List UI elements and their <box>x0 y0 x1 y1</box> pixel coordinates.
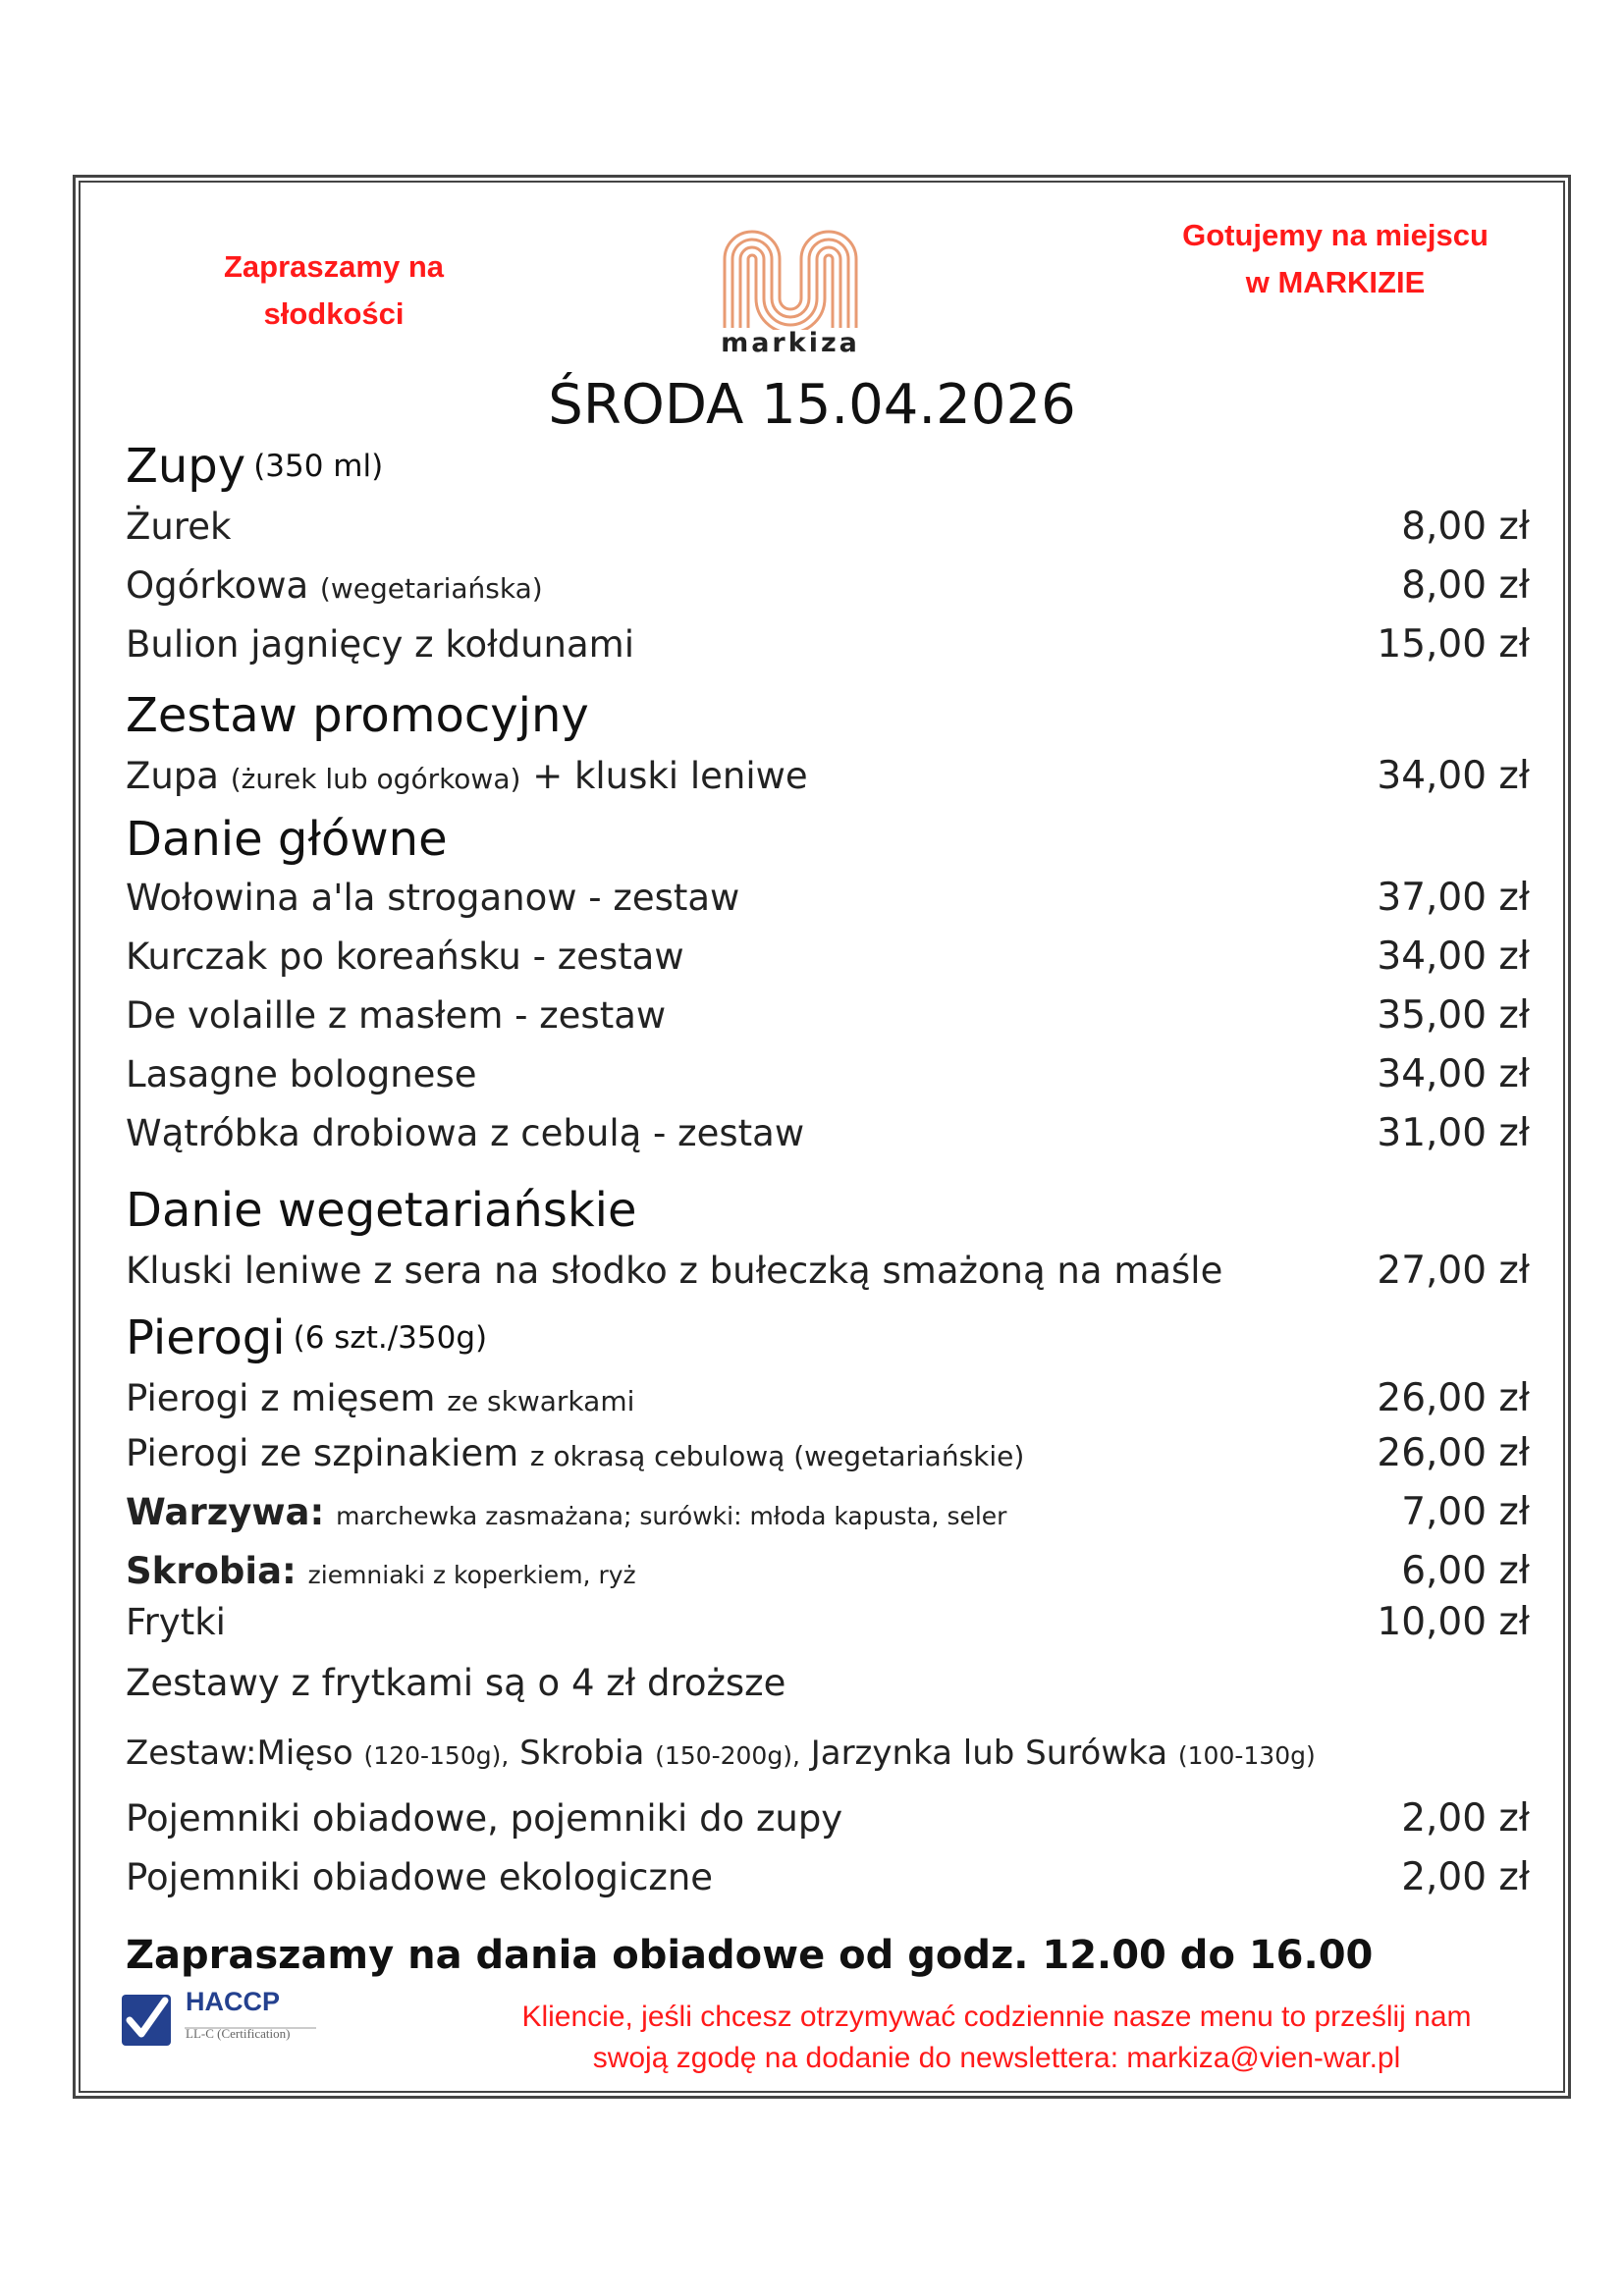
zestaw-def-c-note: (100-130g) <box>1177 1741 1316 1770</box>
menu-item-name: Pierogi z mięsem <box>126 1376 436 1419</box>
menu-item-name: Wątróbka drobiowa z cebulą - zestaw <box>126 1111 805 1154</box>
markiza-logo-icon <box>717 220 864 330</box>
menu-item <box>126 986 1530 1044</box>
menu-item-name: Pojemniki obiadowe, pojemniki do zupy <box>126 1796 843 1840</box>
menu-item-price: 6,00 zł <box>1401 1548 1530 1593</box>
menu-item-name: Żurek <box>126 505 232 548</box>
zestaw-def-b-note: (150-200g), <box>655 1741 800 1770</box>
section-heading-glowne <box>126 807 448 872</box>
menu-item-name: Wołowina a'la stroganow - zestaw <box>126 876 740 919</box>
menu-item-note: (wegetariańska) <box>319 571 543 605</box>
menu-item-pojemniki <box>126 1789 1530 1847</box>
menu-item <box>126 1241 1530 1300</box>
menu-item <box>126 927 1530 986</box>
menu-item-suffix: + kluski leniwe <box>532 754 808 797</box>
zestaw-def-a: Zestaw:Mięso <box>126 1734 353 1773</box>
menu-item-price: 26,00 zł <box>1377 1375 1530 1420</box>
menu-item-warzywa <box>126 1482 1530 1541</box>
section-heading-zupy <box>126 434 383 499</box>
section-title: Zestaw promocyjny <box>126 688 589 743</box>
newsletter-line1: Kliencie, jeśli chcesz otrzymywać codziennie nasze menu to prześlij nam <box>521 2001 1472 2033</box>
newsletter-note <box>432 1997 1561 2079</box>
menu-item-price: 27,00 zł <box>1377 1248 1530 1293</box>
menu-item-name: Zupa <box>126 754 219 797</box>
menu-item-name: Pierogi ze szpinakiem <box>126 1431 519 1474</box>
menu-item-price: 8,00 zł <box>1401 562 1530 608</box>
menu-item-name: Bulion jagnięcy z kołdunami <box>126 622 634 666</box>
menu-item-name: Frytki <box>126 1600 226 1643</box>
section-title: Danie główne <box>126 812 448 867</box>
zestaw-def-a-note: (120-150g), <box>363 1741 510 1770</box>
section-title: Danie wegetariańskie <box>126 1183 637 1238</box>
section-heading-wege <box>126 1178 637 1243</box>
menu-item-name: Kluski leniwe z sera na słodko z bułeczką smażoną na maśle <box>126 1249 1223 1292</box>
menu-item-frytki <box>126 1592 1530 1651</box>
menu-item-note: ze skwarkami <box>447 1384 635 1417</box>
menu-item-price: 34,00 zł <box>1377 934 1530 979</box>
menu-item-name: De volaille z masłem - zestaw <box>126 993 667 1037</box>
sweets-invite-line2: słodkości <box>263 296 405 331</box>
menu-item-note: ziemniaki z koperkiem, ryż <box>307 1560 636 1589</box>
menu-item-name: Ogórkowa <box>126 563 309 607</box>
menu-item-price: 7,00 zł <box>1401 1489 1530 1534</box>
section-note: (350 ml) <box>253 449 384 484</box>
menu-item <box>126 1423 1530 1482</box>
menu-item-price: 31,00 zł <box>1377 1110 1530 1155</box>
menu-item-name: Kurczak po koreańsku - zestaw <box>126 934 684 978</box>
menu-item <box>126 497 1530 556</box>
cooking-on-site-line2: w MARKIZIE <box>1245 265 1426 299</box>
menu-item-price: 2,00 zł <box>1401 1795 1530 1841</box>
menu-item-name: Pojemniki obiadowe ekologiczne <box>126 1855 714 1898</box>
sweets-invite-line1: Zapraszamy na <box>224 249 444 284</box>
lunch-hours: Zapraszamy na dania obiadowe od godz. 12.00 do 16.00 <box>126 1933 1374 1978</box>
haccp-title: HACCP <box>186 1987 281 2016</box>
menu-item-price: 35,00 zł <box>1377 992 1530 1038</box>
frytki-note <box>126 1653 1530 1712</box>
menu-item <box>126 746 1530 805</box>
menu-item <box>126 1368 1530 1427</box>
menu-item-price: 34,00 zł <box>1377 753 1530 798</box>
section-heading-zestaw <box>126 683 589 748</box>
menu-item-pojemniki-eko <box>126 1847 1530 1906</box>
menu-item-price: 26,00 zł <box>1377 1430 1530 1475</box>
newsletter-line2: swoją zgodę na dodanie do newslettera: markiza@vien-war.pl <box>592 2042 1401 2074</box>
menu-item-name: Skrobia: <box>126 1549 297 1592</box>
menu-item-name: Warzywa: <box>126 1490 325 1533</box>
zestaw-def-c: Jarzynka lub Surówka <box>810 1734 1168 1773</box>
menu-item-name: Lasagne bolognese <box>126 1052 477 1095</box>
menu-item-price: 10,00 zł <box>1377 1599 1530 1644</box>
zestaw-definition <box>126 1724 1530 1783</box>
section-heading-pierogi <box>126 1306 487 1370</box>
sweets-invite <box>157 243 511 338</box>
menu-item <box>126 614 1530 673</box>
menu-item-price: 8,00 zł <box>1401 504 1530 549</box>
section-note: (6 szt./350g) <box>293 1320 488 1356</box>
brand-name: markiza <box>721 328 860 358</box>
menu-item-price: 2,00 zł <box>1401 1854 1530 1899</box>
haccp-subtitle: LL-C (Certification) <box>186 2026 291 2041</box>
menu-item-note: marchewka zasmażana; surówki: młoda kapusta, seler <box>336 1501 1007 1530</box>
frytki-note-text: Zestawy z frytkami są o 4 zł droższe <box>126 1661 786 1704</box>
menu-item-note: (żurek lub ogórkowa) <box>230 762 521 795</box>
cooking-on-site <box>1149 212 1522 306</box>
menu-item <box>126 868 1530 927</box>
zestaw-def-b: Skrobia <box>519 1734 645 1773</box>
menu-item-price: 15,00 zł <box>1377 621 1530 667</box>
menu-item <box>126 1044 1530 1103</box>
page-title: ŚRODA 15.04.2026 <box>548 373 1076 437</box>
menu-item-price: 34,00 zł <box>1377 1051 1530 1096</box>
section-title: Zupy <box>126 439 246 494</box>
section-title: Pierogi <box>126 1310 286 1365</box>
menu-item-skrobia <box>126 1541 1530 1600</box>
menu-item-note: z okrasą cebulową (wegetariańskie) <box>529 1439 1025 1472</box>
menu-item <box>126 1103 1530 1162</box>
cooking-on-site-line1: Gotujemy na miejscu <box>1182 218 1489 252</box>
menu-item-price: 37,00 zł <box>1377 875 1530 920</box>
menu-item <box>126 556 1530 614</box>
